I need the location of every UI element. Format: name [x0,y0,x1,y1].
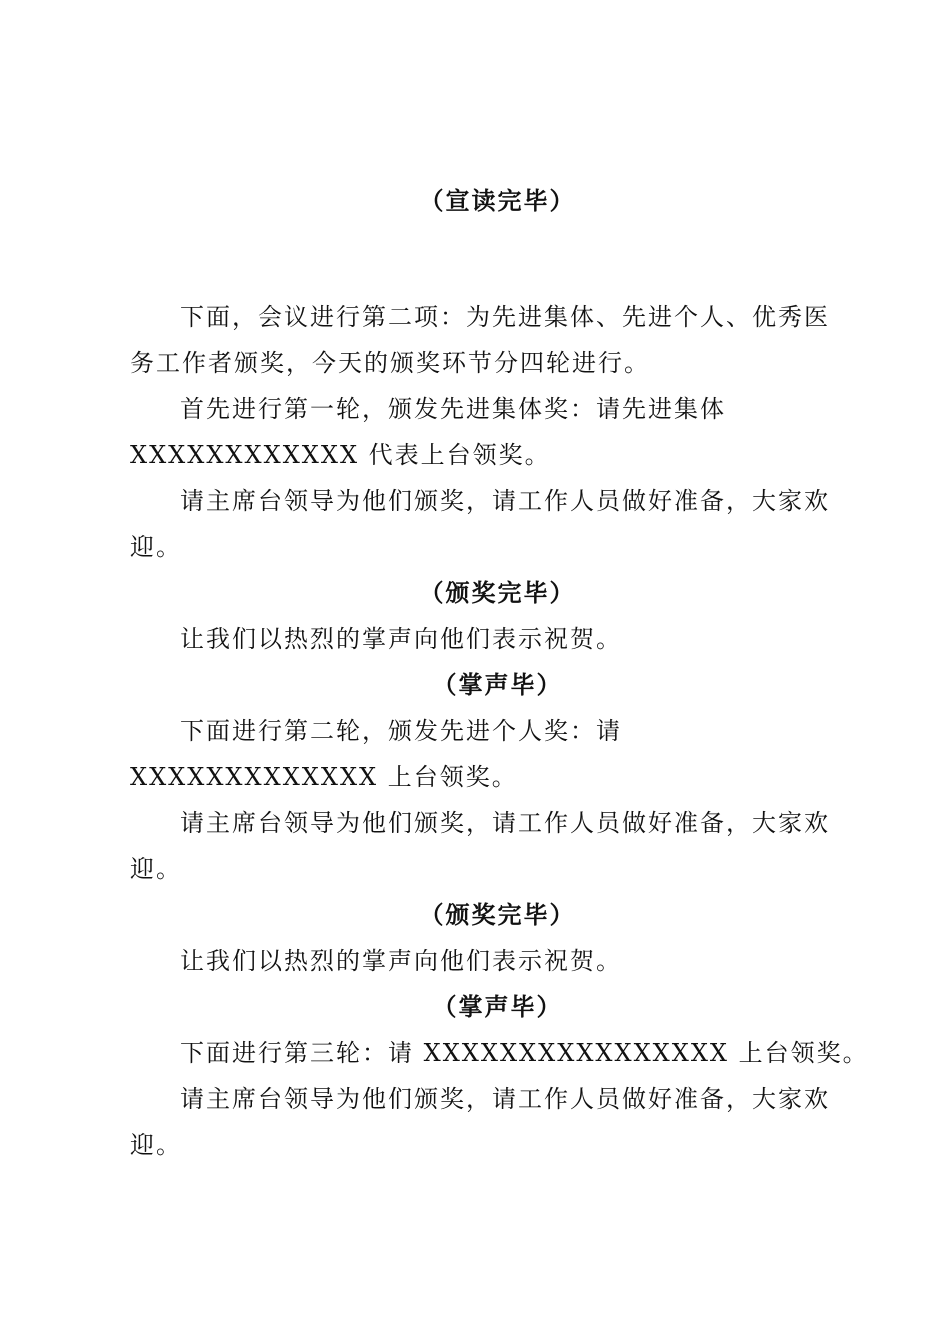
stage-direction-applause-done-2: （掌声毕） [432,992,563,1021]
paragraph-round2-line2: XXXXXXXXXXXXX 上台领奖。 [130,763,518,791]
stage-direction-award-done-1: （颁奖完毕） [419,578,576,607]
paragraph-round3: 下面进行第三轮：请 XXXXXXXXXXXXXXXX 上台领奖。 [180,1039,869,1067]
paragraph-invite-2: 请主席台领导为他们颁奖，请工作人员做好准备，大家欢迎。 [130,809,830,883]
paragraph-invite-1: 请主席台领导为他们颁奖，请工作人员做好准备，大家欢迎。 [130,487,830,561]
paragraph-round2-line1: 下面进行第二轮，颁发先进个人奖：请 [180,717,622,745]
paragraph-applause-1: 让我们以热烈的掌声向他们表示祝贺。 [180,625,622,653]
paragraph-round1-line1: 首先进行第一轮，颁发先进集体奖：请先进集体 [180,395,726,423]
paragraph-applause-2: 让我们以热烈的掌声向他们表示祝贺。 [180,947,622,975]
stage-direction-reading-done: （宣读完毕） [419,186,576,215]
paragraph-invite-3: 请主席台领导为他们颁奖，请工作人员做好准备，大家欢迎。 [130,1085,830,1159]
document-body [130,178,869,1168]
stage-direction-applause-done-1: （掌声毕） [432,670,563,699]
stage-direction-award-done-2: （颁奖完毕） [419,900,576,929]
paragraph-round1-line2: XXXXXXXXXXXX 代表上台领奖。 [130,441,551,469]
paragraph-intro: 下面，会议进行第二项：为先进集体、先进个人、优秀医务工作者颁奖，今天的颁奖环节分四轮进行。 [130,303,830,377]
